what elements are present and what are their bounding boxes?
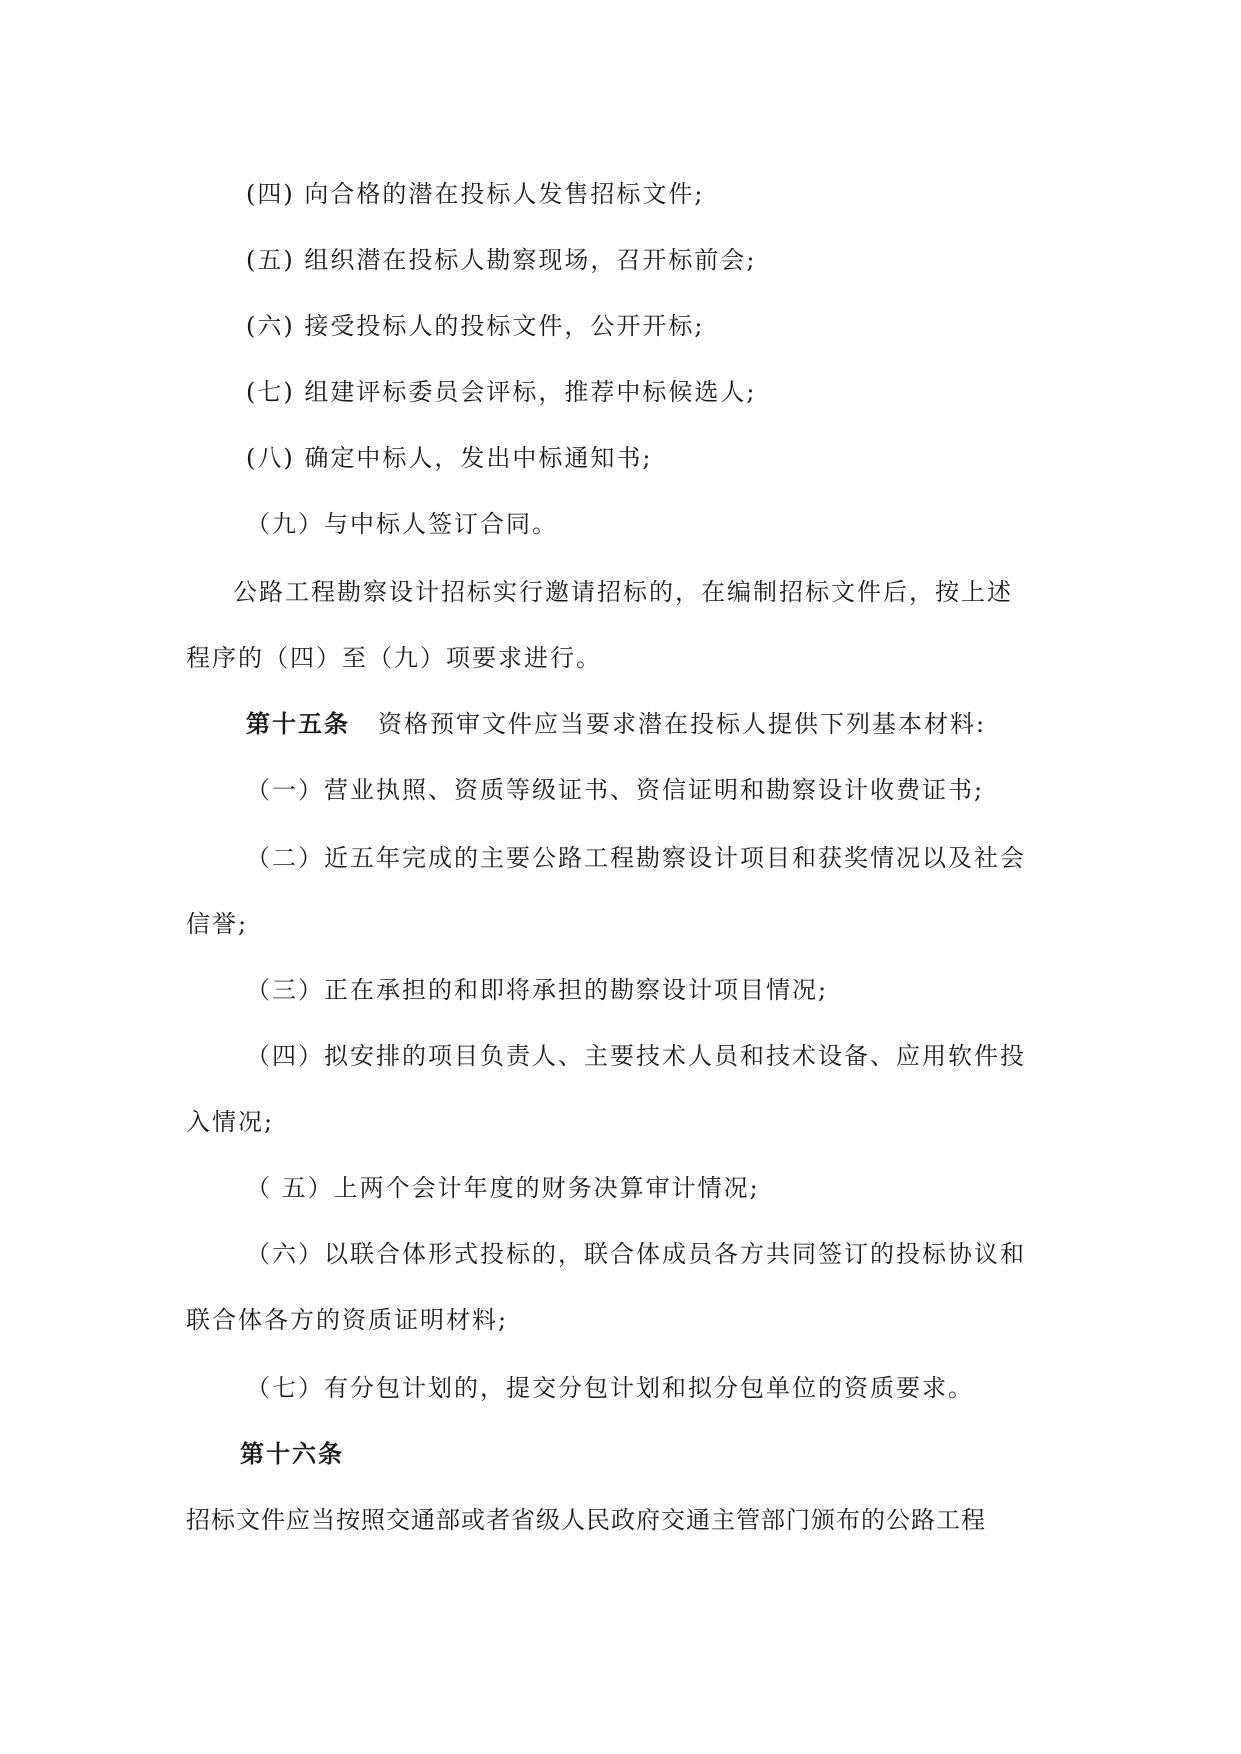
list-item: （二）近五年完成的主要公路工程勘察设计项目和获奖情况以及社会	[246, 844, 1026, 872]
paragraph-line: (五) 组织潜在投标人勘察现场，召开标前会;	[246, 246, 757, 274]
list-item: （四）拟安排的项目负责人、主要技术人员和技术设备、应用软件投	[246, 1042, 1026, 1070]
list-item: 入情况;	[186, 1108, 275, 1136]
paragraph-line: (七) 组建评标委员会评标，推荐中标候选人;	[246, 378, 757, 406]
article-15-heading: 第十五条	[246, 709, 350, 738]
article-15-intro: 资格预审文件应当要求潜在投标人提供下列基本材料:	[378, 710, 987, 738]
paragraph-line: (六) 接受投标人的投标文件，公开开标;	[246, 312, 705, 340]
article-15-line	[246, 709, 986, 739]
paragraph-line: 程序的（四）至（九）项要求进行。	[186, 644, 602, 672]
article-16-heading: 第十六条	[240, 1439, 344, 1468]
paragraph-line: (四) 向合格的潜在投标人发售招标文件;	[246, 180, 705, 208]
paragraph-line: （九）与中标人签订合同。	[246, 510, 558, 538]
list-item: （三）正在承担的和即将承担的勘察设计项目情况;	[246, 976, 829, 1004]
list-item: （一）营业执照、资质等级证书、资信证明和勘察设计收费证书;	[246, 776, 985, 804]
list-item: 联合体各方的资质证明材料;	[186, 1306, 509, 1334]
paragraph-line: (八) 确定中标人，发出中标通知书;	[246, 444, 653, 472]
list-item: （ 五）上两个会计年度的财务决算审计情况;	[246, 1174, 760, 1202]
list-item: （六）以联合体形式投标的，联合体成员各方共同签订的投标协议和	[246, 1240, 1026, 1268]
list-item: 信誉;	[186, 910, 249, 938]
list-item: （七）有分包计划的，提交分包计划和拟分包单位的资质要求。	[246, 1374, 974, 1402]
article-16-text: 招标文件应当按照交通部或者省级人民政府交通主管部门颁布的公路工程	[186, 1506, 986, 1534]
paragraph-line: 公路工程勘察设计招标实行邀请招标的，在编制招标文件后，按上述	[233, 578, 1013, 606]
